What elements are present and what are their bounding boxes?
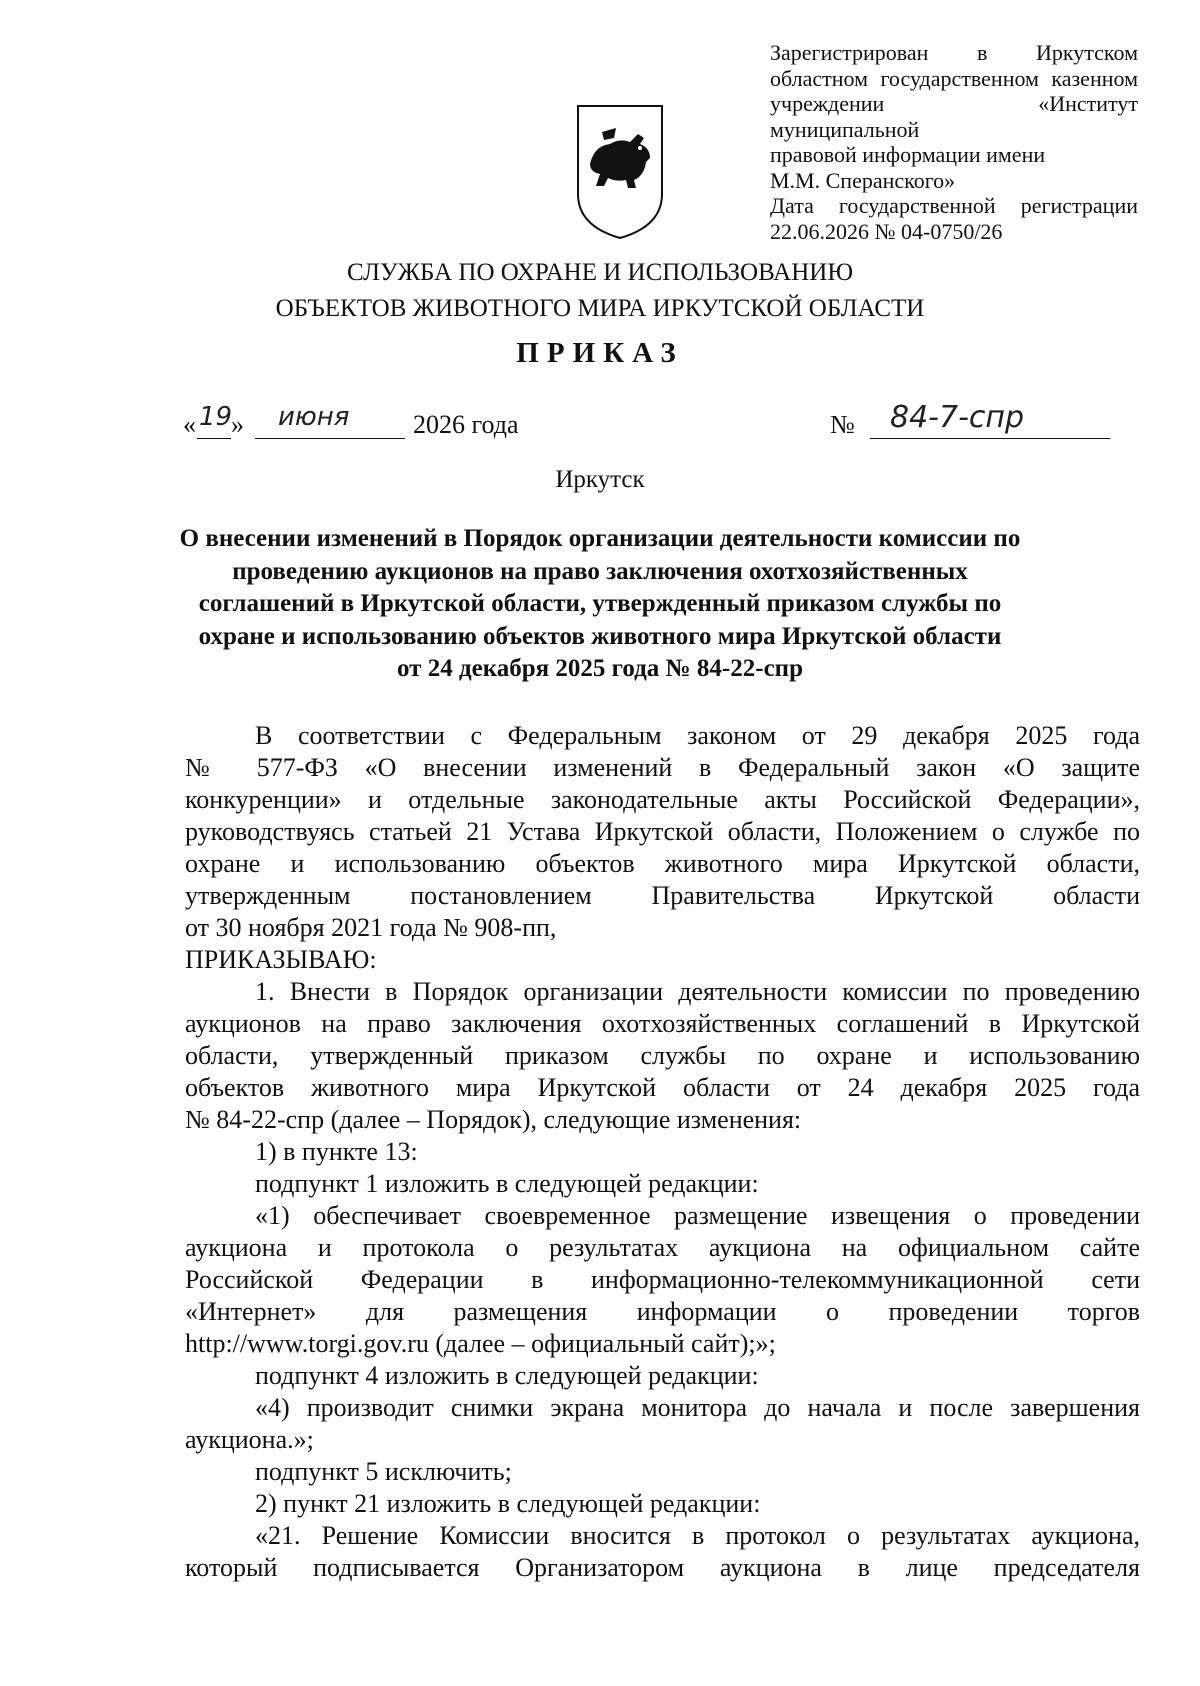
title-line: соглашений в Иркутской области, утвержденный приказом службы по	[198, 590, 1002, 617]
date-month-handwritten: июня	[278, 402, 350, 432]
number-sign: №	[830, 410, 855, 439]
order-number	[830, 402, 1120, 462]
body-line: 2) пункт 21 изложить в следующей редакции:	[255, 1489, 761, 1518]
order-title	[0, 523, 1200, 686]
registration-stamp	[770, 40, 1138, 244]
body-line: аукциона и протокола о результатах аукциона на официальном сайте	[185, 1233, 1140, 1262]
irkutsk-coat-of-arms-icon	[574, 102, 666, 242]
body-line: аукциона.»;	[185, 1425, 314, 1454]
body-line: объектов животного мира Иркутской области от 24 декабря 2025 года	[185, 1073, 1140, 1102]
date-day-handwritten: 19	[199, 402, 233, 432]
body-line: подпункт 4 изложить в следующей редакции:	[255, 1361, 759, 1390]
authority-line-2: ОБЪЕКТОВ ЖИВОТНОГО МИРА ИРКУТСКОЙ ОБЛАСТИ	[275, 295, 925, 322]
body-line: руководствуясь статьей 21 Устава Иркутской области, Положением о службе по	[185, 817, 1140, 846]
registration-line: М.М. Сперанского»	[770, 167, 956, 193]
date-year: 2026 года	[413, 410, 519, 439]
body-line: охране и использованию объектов животного мира Иркутской области,	[185, 849, 1140, 878]
number-underline	[870, 438, 1110, 439]
body-line: 1) в пункте 13:	[255, 1137, 418, 1166]
body-line: ПРИКАЗЫВАЮ:	[185, 945, 377, 974]
order-number-handwritten: 84-7-спр	[890, 400, 1025, 435]
registration-line: правовой информации имени	[770, 142, 1046, 167]
body-line: который подписывается Организатором аукциона в лице председателя	[185, 1553, 1140, 1582]
date-quote-close: »	[231, 410, 244, 439]
issuing-authority	[0, 255, 1200, 327]
title-line: проведению аукционов на право заключения охотхозяйственных	[232, 557, 968, 585]
body-line: 1. Внести в Порядок организации деятельности комиссии по проведению	[255, 977, 1140, 1006]
body-line: http://www.torgi.gov.ru (далее – официальный сайт);»;	[185, 1329, 776, 1358]
body-line: утвержденным постановлением Правительства Иркутской области	[185, 881, 1140, 910]
body-line: «1) обеспечивает своевременное размещение извещения о проведении	[255, 1201, 1140, 1230]
body-line: Российской Федерации в информационно-телекоммуникационной сети	[185, 1265, 1140, 1294]
body-line: аукционов на право заключения охотхозяйственных соглашений в Иркутской	[185, 1009, 1140, 1038]
body-line: конкуренции» и отдельные законодательные акты Российской Федерации»,	[185, 785, 1140, 814]
order-body	[185, 720, 1140, 1584]
registration-line: областном государственном казенном	[770, 65, 1138, 91]
body-line: № 84-22-спр (далее – Порядок), следующие изменения:	[185, 1105, 802, 1134]
title-line: охране и использованию объектов животного мира Иркутской области	[198, 622, 1002, 650]
body-line: области, утвержденный приказом службы по охране и использованию	[185, 1041, 1140, 1070]
authority-line-1: СЛУЖБА ПО ОХРАНЕ И ИСПОЛЬЗОВАНИЮ	[346, 259, 854, 286]
body-line: № 577-ФЗ «О внесении изменений в Федеральный закон «О защите	[185, 753, 1140, 782]
body-line: В соответствии с Федеральным законом от 29 декабря 2025 года	[255, 721, 1140, 750]
body-line: подпункт 1 изложить в следующей редакции:	[255, 1169, 759, 1198]
registration-line: учреждении «Институт муниципальной	[770, 91, 1138, 142]
title-line: от 24 декабря 2025 года № 84-22-спр	[397, 655, 803, 682]
title-line: О внесении изменений в Порядок организации деятельности комиссии по	[179, 525, 1021, 552]
body-line: от 30 ноября 2021 года № 908-пп,	[185, 913, 557, 942]
body-line: «4) производит снимки экрана монитора до начала и после завершения	[255, 1393, 1140, 1422]
body-line: «21. Решение Комиссии вносится в протокол о результатах аукциона,	[255, 1521, 1140, 1550]
date-quote-open: «	[183, 410, 196, 439]
registration-line: Дата государственной регистрации	[770, 193, 1138, 218]
registration-line: Зарегистрирован в Иркутском	[770, 40, 1138, 65]
month-underline	[255, 438, 405, 439]
order-heading: ПРИКАЗ	[516, 337, 684, 369]
order-date	[183, 402, 613, 442]
body-line: «Интернет» для размещения информации о проведении торгов	[185, 1297, 1140, 1326]
body-line: подпункт 5 исключить;	[255, 1457, 512, 1486]
registration-line: 22.06.2026 № 04-0750/26	[770, 218, 1003, 244]
city: Иркутск	[555, 466, 645, 493]
day-underline	[197, 438, 231, 439]
